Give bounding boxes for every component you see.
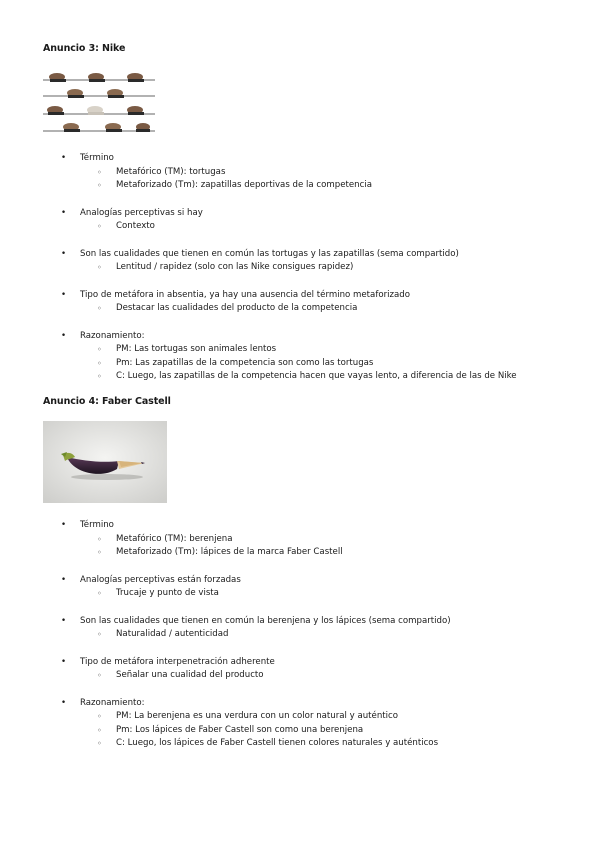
item-label: • Término	[80, 520, 114, 530]
item-label: • Son las cualidades que tienen en común las tortugas y las zapatillas (sema compartido)	[80, 248, 459, 259]
list-item	[0, 207, 600, 234]
list-item	[0, 519, 600, 560]
list-item	[0, 574, 600, 601]
sub-item: ◦ PM: La berenjena es una verdura con un color natural y auténtico	[80, 710, 600, 724]
list-item	[0, 656, 600, 683]
sub-item: ◦ Contexto	[80, 220, 600, 234]
section-heading-nike: Anuncio 3: Nike	[43, 43, 126, 54]
sub-item: ◦ Trucaje y punto de vista	[80, 587, 600, 601]
sub-item: ◦ Señalar una cualidad del producto	[80, 669, 600, 683]
sub-item: ◦ Metafórico (TM): tortugas	[80, 166, 600, 180]
faber-castell-ad-image	[43, 421, 167, 503]
section-heading-faber-castell: Anuncio 4: Faber Castell	[43, 396, 171, 407]
sub-item: ◦ Metaforizado (Tm): zapatillas deportivas de la competencia	[80, 179, 600, 193]
sub-item: ◦ Pm: Los lápices de Faber Castell son como una berenjena	[80, 724, 600, 738]
item-label: • Razonamiento:	[80, 697, 145, 708]
sub-item: ◦ Lentitud / rapidez (solo con las Nike consigues rapidez)	[80, 261, 600, 275]
faber-castell-analysis-list	[0, 519, 600, 765]
list-item	[0, 697, 600, 751]
list-item	[0, 152, 600, 193]
sub-item: ◦ Pm: Las zapatillas de la competencia son como las tortugas	[80, 357, 600, 371]
sub-item: ◦ PM: Las tortugas son animales lentos	[80, 343, 600, 357]
sub-item: ◦ C: Luego, los lápices de Faber Castell tienen colores naturales y auténticos	[80, 737, 600, 751]
list-item	[0, 289, 600, 316]
nike-ad-image	[43, 68, 155, 136]
item-label: • Término	[80, 153, 114, 163]
list-item	[0, 248, 600, 275]
item-label: • Tipo de metáfora interpenetración adherente	[80, 656, 275, 667]
sub-item: ◦ Destacar las cualidades del producto de la competencia	[80, 302, 600, 316]
sub-item: ◦ C: Luego, las zapatillas de la competencia hacen que vayas lento, a diferencia de las de Nike	[80, 370, 600, 384]
sub-item: ◦ Metafórico (TM): berenjena	[80, 533, 600, 547]
list-item	[0, 330, 600, 384]
item-label: • Son las cualidades que tienen en común la berenjena y los lápices (sema compartido)	[80, 615, 451, 626]
item-label: • Razonamiento:	[80, 330, 145, 341]
nike-analysis-list	[0, 152, 600, 398]
sub-item: ◦ Naturalidad / autenticidad	[80, 628, 600, 642]
list-item	[0, 615, 600, 642]
sub-item: ◦ Metaforizado (Tm): lápices de la marca Faber Castell	[80, 546, 600, 560]
item-label: • Analogías perceptivas están forzadas	[80, 574, 241, 585]
item-label: • Analogías perceptivas si hay	[80, 207, 203, 218]
item-label: • Tipo de metáfora in absentia, ya hay una ausencia del término metaforizado	[80, 289, 411, 300]
